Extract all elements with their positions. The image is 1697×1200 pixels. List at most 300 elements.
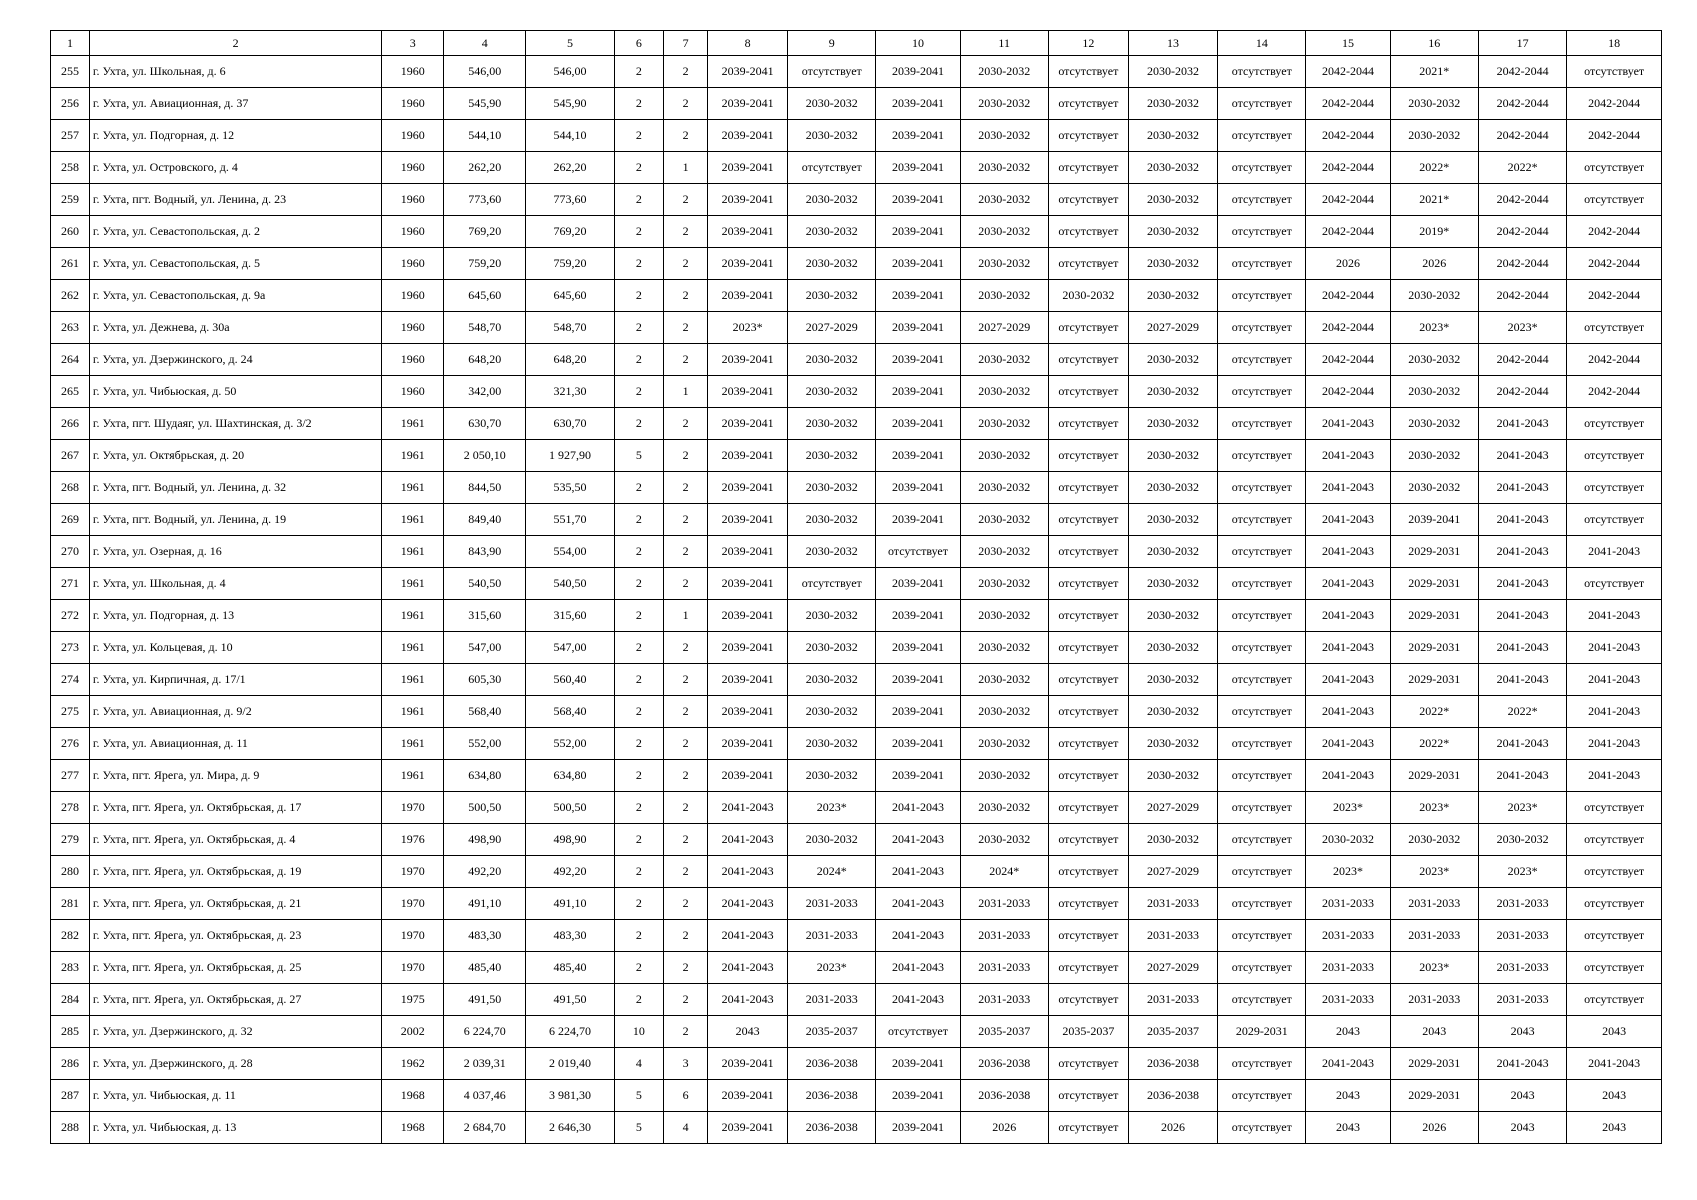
row-number-cell: 257	[51, 120, 90, 152]
repair-period-col-15-cell: 2042-2044	[1306, 184, 1390, 216]
repair-period-col-8-cell: 2041-2043	[708, 824, 788, 856]
residential-area-cell: 545,90	[526, 88, 614, 120]
repair-period-col-18-cell: 2042-2044	[1567, 120, 1662, 152]
table-row	[51, 632, 1662, 664]
repair-period-col-9-cell: 2030-2032	[788, 504, 876, 536]
repair-period-col-8-cell: 2041-2043	[708, 920, 788, 952]
repair-period-col-18-cell: 2043	[1567, 1016, 1662, 1048]
total-area-cell: 342,00	[444, 376, 526, 408]
repair-period-col-11-cell: 2035-2037	[960, 1016, 1048, 1048]
row-number-cell: 255	[51, 56, 90, 88]
repair-period-col-12-cell: отсутствует	[1048, 728, 1128, 760]
floors-cell: 2	[614, 568, 663, 600]
repair-period-col-8-cell: 2039-2041	[708, 344, 788, 376]
entrances-cell: 3	[664, 1048, 708, 1080]
residential-area-cell: 1 927,90	[526, 440, 614, 472]
repair-period-col-14-cell: отсутствует	[1218, 1080, 1306, 1112]
row-number-cell: 277	[51, 760, 90, 792]
entrances-cell: 2	[664, 184, 708, 216]
repair-period-col-17-cell: 2042-2044	[1478, 216, 1566, 248]
repair-period-col-12-cell: отсутствует	[1048, 824, 1128, 856]
repair-period-col-13-cell: 2030-2032	[1128, 120, 1217, 152]
table-row	[51, 1112, 1662, 1144]
repair-period-col-10-cell: 2041-2043	[876, 856, 960, 888]
year-built-cell: 1960	[382, 216, 444, 248]
year-built-cell: 1961	[382, 632, 444, 664]
entrances-cell: 2	[664, 920, 708, 952]
repair-period-col-16-cell: 2030-2032	[1390, 120, 1478, 152]
repair-period-col-17-cell: 2030-2032	[1478, 824, 1566, 856]
residential-area-cell: 485,40	[526, 952, 614, 984]
table-row	[51, 184, 1662, 216]
repair-period-col-11-cell: 2030-2032	[960, 408, 1048, 440]
repair-period-col-18-cell: отсутствует	[1567, 184, 1662, 216]
floors-cell: 2	[614, 600, 663, 632]
repair-period-col-14-cell: отсутствует	[1218, 56, 1306, 88]
repair-period-col-12-cell: отсутствует	[1048, 120, 1128, 152]
residential-area-cell: 630,70	[526, 408, 614, 440]
repair-period-col-11-cell: 2030-2032	[960, 88, 1048, 120]
repair-period-col-8-cell: 2039-2041	[708, 152, 788, 184]
residential-area-cell: 552,00	[526, 728, 614, 760]
repair-period-col-13-cell: 2030-2032	[1128, 728, 1217, 760]
table-row	[51, 1048, 1662, 1080]
repair-period-col-9-cell: 2030-2032	[788, 664, 876, 696]
repair-period-col-15-cell: 2023*	[1306, 856, 1390, 888]
address-cell: г. Ухта, ул. Севастопольская, д. 2	[89, 216, 381, 248]
repair-period-col-14-cell: отсутствует	[1218, 472, 1306, 504]
residential-area-cell: 540,50	[526, 568, 614, 600]
repair-period-col-8-cell: 2041-2043	[708, 984, 788, 1016]
repair-period-col-11-cell: 2027-2029	[960, 312, 1048, 344]
year-built-cell: 1960	[382, 120, 444, 152]
residential-area-cell: 491,10	[526, 888, 614, 920]
address-cell: г. Ухта, ул. Школьная, д. 6	[89, 56, 381, 88]
floors-cell: 4	[614, 1048, 663, 1080]
repair-period-col-8-cell: 2039-2041	[708, 120, 788, 152]
address-cell: г. Ухта, пгт. Шудаяг, ул. Шахтинская, д. 3/2	[89, 408, 381, 440]
repair-period-col-18-cell: отсутствует	[1567, 824, 1662, 856]
residential-area-cell: 6 224,70	[526, 1016, 614, 1048]
residential-area-cell: 544,10	[526, 120, 614, 152]
repair-period-col-13-cell: 2030-2032	[1128, 184, 1217, 216]
total-area-cell: 605,30	[444, 664, 526, 696]
repair-period-col-11-cell: 2030-2032	[960, 184, 1048, 216]
table-row	[51, 856, 1662, 888]
entrances-cell: 2	[664, 440, 708, 472]
residential-area-cell: 560,40	[526, 664, 614, 696]
entrances-cell: 2	[664, 632, 708, 664]
residential-area-cell: 645,60	[526, 280, 614, 312]
column-number-cell: 2	[89, 31, 381, 56]
repair-period-col-18-cell: 2042-2044	[1567, 248, 1662, 280]
year-built-cell: 1961	[382, 696, 444, 728]
repair-period-col-18-cell: отсутствует	[1567, 312, 1662, 344]
repair-period-col-9-cell: 2030-2032	[788, 88, 876, 120]
year-built-cell: 1961	[382, 664, 444, 696]
entrances-cell: 2	[664, 312, 708, 344]
total-area-cell: 552,00	[444, 728, 526, 760]
repair-period-col-12-cell: отсутствует	[1048, 216, 1128, 248]
repair-period-col-17-cell: 2041-2043	[1478, 536, 1566, 568]
address-cell: г. Ухта, ул. Кирпичная, д. 17/1	[89, 664, 381, 696]
year-built-cell: 1962	[382, 1048, 444, 1080]
repair-period-col-11-cell: 2030-2032	[960, 376, 1048, 408]
repair-period-col-12-cell: отсутствует	[1048, 696, 1128, 728]
address-cell: г. Ухта, пгт. Ярега, ул. Мира, д. 9	[89, 760, 381, 792]
entrances-cell: 2	[664, 472, 708, 504]
floors-cell: 2	[614, 792, 663, 824]
residential-area-cell: 491,50	[526, 984, 614, 1016]
repair-period-col-10-cell: 2039-2041	[876, 344, 960, 376]
repair-period-col-15-cell: 2042-2044	[1306, 216, 1390, 248]
repair-period-col-17-cell: 2042-2044	[1478, 184, 1566, 216]
total-area-cell: 500,50	[444, 792, 526, 824]
repair-period-col-12-cell: отсутствует	[1048, 920, 1128, 952]
total-area-cell: 315,60	[444, 600, 526, 632]
repair-period-col-17-cell: 2043	[1478, 1080, 1566, 1112]
repair-period-col-13-cell: 2030-2032	[1128, 696, 1217, 728]
entrances-cell: 2	[664, 792, 708, 824]
repair-period-col-10-cell: 2039-2041	[876, 152, 960, 184]
column-number-cell: 15	[1306, 31, 1390, 56]
repair-period-col-14-cell: отсутствует	[1218, 568, 1306, 600]
repair-period-col-12-cell: 2035-2037	[1048, 1016, 1128, 1048]
year-built-cell: 1960	[382, 344, 444, 376]
repair-period-col-11-cell: 2030-2032	[960, 600, 1048, 632]
table-row	[51, 920, 1662, 952]
total-area-cell: 547,00	[444, 632, 526, 664]
table-row	[51, 504, 1662, 536]
repair-period-col-16-cell: 2019*	[1390, 216, 1478, 248]
repair-period-col-10-cell: 2039-2041	[876, 408, 960, 440]
repair-period-col-17-cell: 2041-2043	[1478, 440, 1566, 472]
repair-period-col-14-cell: отсутствует	[1218, 600, 1306, 632]
floors-cell: 2	[614, 376, 663, 408]
total-area-cell: 773,60	[444, 184, 526, 216]
repair-period-col-18-cell: 2043	[1567, 1112, 1662, 1144]
entrances-cell: 2	[664, 664, 708, 696]
year-built-cell: 1970	[382, 952, 444, 984]
repair-period-col-18-cell: отсутствует	[1567, 504, 1662, 536]
residential-area-cell: 568,40	[526, 696, 614, 728]
repair-period-col-18-cell: 2042-2044	[1567, 344, 1662, 376]
repair-period-col-10-cell: 2039-2041	[876, 216, 960, 248]
repair-period-col-16-cell: 2026	[1390, 1112, 1478, 1144]
repair-period-col-13-cell: 2030-2032	[1128, 440, 1217, 472]
column-number-cell: 8	[708, 31, 788, 56]
residential-area-cell: 769,20	[526, 216, 614, 248]
repair-period-col-16-cell: 2029-2031	[1390, 1048, 1478, 1080]
housing-repair-schedule-table	[50, 30, 1662, 1144]
repair-period-col-11-cell: 2036-2038	[960, 1080, 1048, 1112]
repair-period-col-13-cell: 2030-2032	[1128, 248, 1217, 280]
repair-period-col-14-cell: отсутствует	[1218, 728, 1306, 760]
repair-period-col-16-cell: 2043	[1390, 1016, 1478, 1048]
repair-period-col-15-cell: 2041-2043	[1306, 696, 1390, 728]
repair-period-col-13-cell: 2030-2032	[1128, 280, 1217, 312]
table-row	[51, 280, 1662, 312]
repair-period-col-16-cell: 2029-2031	[1390, 1080, 1478, 1112]
repair-period-col-11-cell: 2030-2032	[960, 56, 1048, 88]
repair-period-col-10-cell: 2041-2043	[876, 984, 960, 1016]
repair-period-col-14-cell: отсутствует	[1218, 888, 1306, 920]
residential-area-cell: 547,00	[526, 632, 614, 664]
floors-cell: 2	[614, 952, 663, 984]
residential-area-cell: 321,30	[526, 376, 614, 408]
table-row	[51, 152, 1662, 184]
row-number-cell: 256	[51, 88, 90, 120]
repair-period-col-12-cell: отсутствует	[1048, 248, 1128, 280]
residential-area-cell: 483,30	[526, 920, 614, 952]
row-number-cell: 266	[51, 408, 90, 440]
floors-cell: 2	[614, 312, 663, 344]
repair-period-col-15-cell: 2041-2043	[1306, 568, 1390, 600]
repair-period-col-17-cell: 2042-2044	[1478, 120, 1566, 152]
row-number-cell: 287	[51, 1080, 90, 1112]
repair-period-col-10-cell: 2039-2041	[876, 760, 960, 792]
row-number-cell: 288	[51, 1112, 90, 1144]
repair-period-col-14-cell: отсутствует	[1218, 792, 1306, 824]
repair-period-col-10-cell: 2039-2041	[876, 696, 960, 728]
repair-period-col-13-cell: 2030-2032	[1128, 536, 1217, 568]
address-cell: г. Ухта, ул. Подгорная, д. 12	[89, 120, 381, 152]
repair-period-col-10-cell: 2041-2043	[876, 792, 960, 824]
year-built-cell: 1970	[382, 888, 444, 920]
entrances-cell: 2	[664, 120, 708, 152]
repair-period-col-8-cell: 2039-2041	[708, 472, 788, 504]
address-cell: г. Ухта, ул. Севастопольская, д. 9а	[89, 280, 381, 312]
repair-period-col-18-cell: отсутствует	[1567, 440, 1662, 472]
total-area-cell: 630,70	[444, 408, 526, 440]
residential-area-cell: 546,00	[526, 56, 614, 88]
repair-period-col-15-cell: 2041-2043	[1306, 536, 1390, 568]
repair-period-col-12-cell: отсутствует	[1048, 184, 1128, 216]
row-number-cell: 265	[51, 376, 90, 408]
repair-period-col-17-cell: 2031-2033	[1478, 920, 1566, 952]
address-cell: г. Ухта, ул. Кольцевая, д. 10	[89, 632, 381, 664]
repair-period-col-8-cell: 2039-2041	[708, 216, 788, 248]
repair-period-col-18-cell: отсутствует	[1567, 568, 1662, 600]
row-number-cell: 279	[51, 824, 90, 856]
repair-period-col-11-cell: 2030-2032	[960, 216, 1048, 248]
repair-period-col-18-cell: отсутствует	[1567, 856, 1662, 888]
repair-period-col-16-cell: 2030-2032	[1390, 824, 1478, 856]
floors-cell: 2	[614, 56, 663, 88]
repair-period-col-9-cell: отсутствует	[788, 56, 876, 88]
residential-area-cell: 759,20	[526, 248, 614, 280]
repair-period-col-16-cell: 2029-2031	[1390, 568, 1478, 600]
total-area-cell: 648,20	[444, 344, 526, 376]
repair-period-col-16-cell: 2021*	[1390, 184, 1478, 216]
table-row	[51, 472, 1662, 504]
table-row	[51, 344, 1662, 376]
column-number-row	[51, 31, 1662, 56]
entrances-cell: 1	[664, 152, 708, 184]
table-row	[51, 792, 1662, 824]
repair-period-col-13-cell: 2036-2038	[1128, 1048, 1217, 1080]
address-cell: г. Ухта, ул. Чибьюская, д. 13	[89, 1112, 381, 1144]
repair-period-col-17-cell: 2042-2044	[1478, 344, 1566, 376]
repair-period-col-16-cell: 2023*	[1390, 792, 1478, 824]
repair-period-col-8-cell: 2039-2041	[708, 408, 788, 440]
repair-period-col-13-cell: 2035-2037	[1128, 1016, 1217, 1048]
repair-period-col-11-cell: 2026	[960, 1112, 1048, 1144]
row-number-cell: 284	[51, 984, 90, 1016]
address-cell: г. Ухта, ул. Севастопольская, д. 5	[89, 248, 381, 280]
repair-period-col-17-cell: 2042-2044	[1478, 56, 1566, 88]
repair-period-col-15-cell: 2041-2043	[1306, 440, 1390, 472]
repair-period-col-13-cell: 2036-2038	[1128, 1080, 1217, 1112]
row-number-cell: 274	[51, 664, 90, 696]
repair-period-col-11-cell: 2036-2038	[960, 1048, 1048, 1080]
total-area-cell: 844,50	[444, 472, 526, 504]
column-number-cell: 6	[614, 31, 663, 56]
table-row	[51, 568, 1662, 600]
repair-period-col-14-cell: отсутствует	[1218, 504, 1306, 536]
year-built-cell: 1968	[382, 1080, 444, 1112]
repair-period-col-11-cell: 2030-2032	[960, 120, 1048, 152]
repair-period-col-15-cell: 2041-2043	[1306, 600, 1390, 632]
repair-period-col-11-cell: 2030-2032	[960, 792, 1048, 824]
column-number-cell: 4	[444, 31, 526, 56]
repair-period-col-14-cell: отсутствует	[1218, 184, 1306, 216]
floors-cell: 2	[614, 184, 663, 216]
repair-period-col-16-cell: 2029-2031	[1390, 664, 1478, 696]
entrances-cell: 2	[664, 536, 708, 568]
year-built-cell: 1960	[382, 56, 444, 88]
repair-period-col-14-cell: отсутствует	[1218, 280, 1306, 312]
repair-period-col-16-cell: 2022*	[1390, 152, 1478, 184]
entrances-cell: 6	[664, 1080, 708, 1112]
total-area-cell: 548,70	[444, 312, 526, 344]
repair-period-col-18-cell: 2041-2043	[1567, 1048, 1662, 1080]
repair-period-col-16-cell: 2029-2031	[1390, 760, 1478, 792]
repair-period-col-11-cell: 2030-2032	[960, 664, 1048, 696]
repair-period-col-11-cell: 2030-2032	[960, 696, 1048, 728]
total-area-cell: 491,50	[444, 984, 526, 1016]
repair-period-col-9-cell: 2030-2032	[788, 216, 876, 248]
repair-period-col-12-cell: отсутствует	[1048, 88, 1128, 120]
repair-period-col-13-cell: 2030-2032	[1128, 216, 1217, 248]
address-cell: г. Ухта, пгт. Водный, ул. Ленина, д. 32	[89, 472, 381, 504]
column-number-cell: 17	[1478, 31, 1566, 56]
repair-period-col-12-cell: отсутствует	[1048, 984, 1128, 1016]
floors-cell: 2	[614, 888, 663, 920]
repair-period-col-16-cell: 2030-2032	[1390, 376, 1478, 408]
repair-period-col-13-cell: 2030-2032	[1128, 344, 1217, 376]
row-number-cell: 281	[51, 888, 90, 920]
row-number-cell: 278	[51, 792, 90, 824]
column-number-cell: 7	[664, 31, 708, 56]
residential-area-cell: 648,20	[526, 344, 614, 376]
floors-cell: 2	[614, 696, 663, 728]
repair-period-col-12-cell: отсутствует	[1048, 664, 1128, 696]
table-row	[51, 312, 1662, 344]
floors-cell: 2	[614, 88, 663, 120]
repair-period-col-16-cell: 2031-2033	[1390, 888, 1478, 920]
repair-period-col-9-cell: 2030-2032	[788, 440, 876, 472]
repair-period-col-14-cell: отсутствует	[1218, 216, 1306, 248]
repair-period-col-9-cell: 2023*	[788, 792, 876, 824]
residential-area-cell: 554,00	[526, 536, 614, 568]
repair-period-col-13-cell: 2027-2029	[1128, 952, 1217, 984]
row-number-cell: 275	[51, 696, 90, 728]
repair-period-col-11-cell: 2030-2032	[960, 632, 1048, 664]
repair-period-col-11-cell: 2030-2032	[960, 760, 1048, 792]
repair-period-col-10-cell: 2039-2041	[876, 88, 960, 120]
residential-area-cell: 551,70	[526, 504, 614, 536]
column-number-cell: 11	[960, 31, 1048, 56]
year-built-cell: 1960	[382, 152, 444, 184]
repair-period-col-13-cell: 2030-2032	[1128, 504, 1217, 536]
address-cell: г. Ухта, ул. Дзержинского, д. 24	[89, 344, 381, 376]
address-cell: г. Ухта, ул. Авиационная, д. 11	[89, 728, 381, 760]
address-cell: г. Ухта, ул. Школьная, д. 4	[89, 568, 381, 600]
repair-period-col-16-cell: 2023*	[1390, 312, 1478, 344]
repair-period-col-12-cell: отсутствует	[1048, 1048, 1128, 1080]
repair-period-col-15-cell: 2042-2044	[1306, 120, 1390, 152]
repair-period-col-9-cell: 2030-2032	[788, 184, 876, 216]
repair-period-col-17-cell: 2031-2033	[1478, 888, 1566, 920]
repair-period-col-14-cell: отсутствует	[1218, 856, 1306, 888]
repair-period-col-12-cell: отсутствует	[1048, 344, 1128, 376]
repair-period-col-9-cell: 2030-2032	[788, 248, 876, 280]
repair-period-col-16-cell: 2031-2033	[1390, 920, 1478, 952]
repair-period-col-18-cell: 2042-2044	[1567, 376, 1662, 408]
repair-period-col-9-cell: 2030-2032	[788, 632, 876, 664]
repair-period-col-18-cell: отсутствует	[1567, 920, 1662, 952]
repair-period-col-18-cell: 2041-2043	[1567, 632, 1662, 664]
repair-period-col-12-cell: отсутствует	[1048, 856, 1128, 888]
table-row	[51, 56, 1662, 88]
repair-period-col-8-cell: 2041-2043	[708, 856, 788, 888]
entrances-cell: 2	[664, 760, 708, 792]
total-area-cell: 483,30	[444, 920, 526, 952]
total-area-cell: 769,20	[444, 216, 526, 248]
repair-period-col-15-cell: 2042-2044	[1306, 376, 1390, 408]
repair-period-col-15-cell: 2041-2043	[1306, 472, 1390, 504]
repair-period-col-13-cell: 2026	[1128, 1112, 1217, 1144]
repair-period-col-17-cell: 2043	[1478, 1112, 1566, 1144]
column-number-cell: 3	[382, 31, 444, 56]
address-cell: г. Ухта, пгт. Ярега, ул. Октябрьская, д. 17	[89, 792, 381, 824]
row-number-cell: 282	[51, 920, 90, 952]
column-number-cell: 18	[1567, 31, 1662, 56]
address-cell: г. Ухта, пгт. Ярега, ул. Октябрьская, д. 27	[89, 984, 381, 1016]
repair-period-col-9-cell: 2030-2032	[788, 696, 876, 728]
repair-period-col-9-cell: 2030-2032	[788, 120, 876, 152]
repair-period-col-9-cell: 2030-2032	[788, 472, 876, 504]
repair-period-col-16-cell: 2029-2031	[1390, 536, 1478, 568]
repair-period-col-17-cell: 2023*	[1478, 856, 1566, 888]
repair-period-col-14-cell: отсутствует	[1218, 408, 1306, 440]
residential-area-cell: 2 019,40	[526, 1048, 614, 1080]
repair-period-col-8-cell: 2039-2041	[708, 728, 788, 760]
floors-cell: 2	[614, 504, 663, 536]
repair-period-col-15-cell: 2041-2043	[1306, 632, 1390, 664]
row-number-cell: 263	[51, 312, 90, 344]
entrances-cell: 2	[664, 1016, 708, 1048]
repair-period-col-9-cell: 2031-2033	[788, 888, 876, 920]
repair-period-col-17-cell: 2031-2033	[1478, 984, 1566, 1016]
repair-period-col-17-cell: 2042-2044	[1478, 376, 1566, 408]
repair-period-col-13-cell: 2030-2032	[1128, 600, 1217, 632]
table-row	[51, 1080, 1662, 1112]
repair-period-col-8-cell: 2039-2041	[708, 88, 788, 120]
residential-area-cell: 773,60	[526, 184, 614, 216]
repair-period-col-11-cell: 2031-2033	[960, 920, 1048, 952]
